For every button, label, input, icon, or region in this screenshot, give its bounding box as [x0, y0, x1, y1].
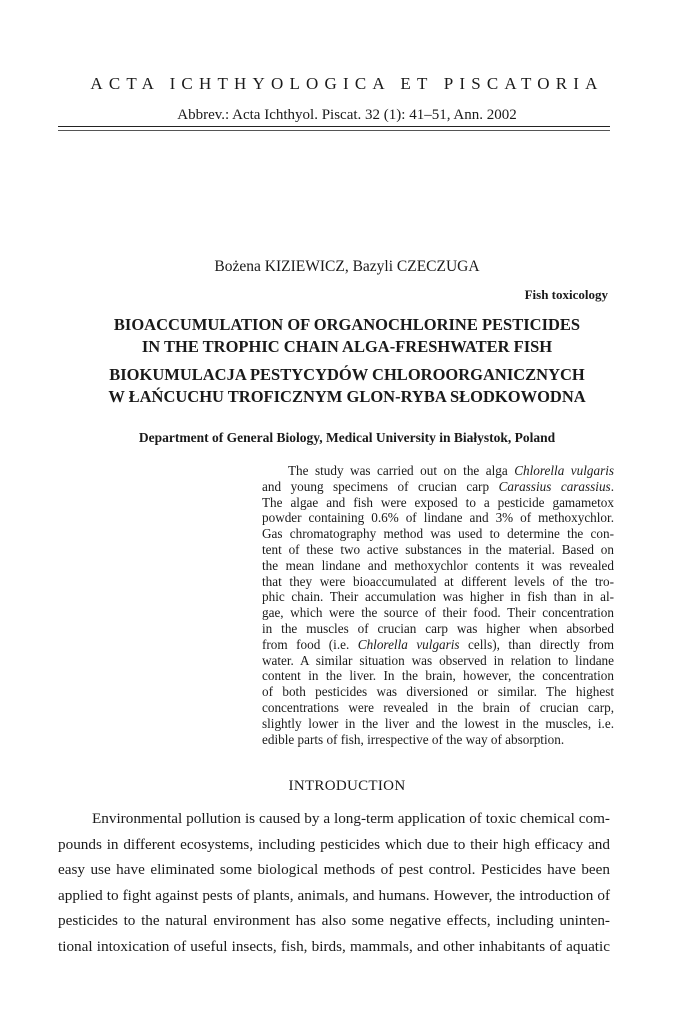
abstract-text: concentrations were revealed in the brain of crucian carp,: [262, 699, 614, 715]
abstract-text: content in the liver. In the brain, however, the concentration: [262, 668, 614, 684]
abstract-line: [262, 542, 614, 558]
abstract-line: [262, 463, 614, 479]
abstract-line: [262, 700, 614, 716]
introduction-line: tional intoxication of useful insects, fish, birds, mammals, and other inhabitants of aquatic: [58, 937, 610, 955]
abstract-text: powder containing 0.6% of lindane and 3% of methoxychlor.: [262, 510, 614, 526]
abstract-line: [262, 653, 614, 669]
introduction-heading: INTRODUCTION: [288, 778, 406, 794]
abstract-text: and young specimens of crucian carp: [262, 478, 499, 494]
abstract-text: The algae and fish were exposed to a pesticide gamametox: [262, 494, 614, 510]
abstract-text: edible parts of fish, irrespective of the way of absorption.: [262, 731, 565, 747]
abstract-text: gae, which were the source of their food. Their concentration: [262, 605, 614, 621]
abstract-italic-text: Chlorella vulgaris: [514, 463, 614, 478]
abstract-line: [262, 574, 614, 590]
abstract-line: [262, 621, 614, 637]
abstract-line: [262, 495, 614, 511]
abstract-text: that they were bioaccumulated at different levels of the tro-: [262, 573, 614, 589]
title-en-line: IN THE TROPHIC CHAIN ALGA-FRESHWATER FISH: [141, 337, 553, 356]
abstract-text: Gas chromatography method was used to determine the con-: [262, 526, 614, 542]
journal-abbreviation: Abbrev.: Acta Ichthyol. Piscat. 32 (1): 41–51, Ann. 2002: [177, 107, 517, 123]
title-en-line: BIOACCUMULATION OF ORGANOCHLORINE PESTICIDES: [113, 315, 581, 334]
abstract-line: [262, 668, 614, 684]
abstract-line: [262, 605, 614, 621]
introduction-line: Environmental pollution is caused by a long-term application of toxic chemical com-: [92, 810, 610, 827]
abstract-text: of both pesticides was diversioned or similar. The highest: [262, 684, 614, 700]
introduction-body: [58, 806, 610, 960]
abstract-text: tent of these two active substances in the material. Based on: [262, 541, 614, 557]
abstract-line: [262, 732, 614, 748]
abstract-line: [262, 526, 614, 542]
introduction-line: pounds in different ecosystems, including pesticides which due to their high efficacy and: [58, 835, 610, 853]
introduction-line: applied to fight against pests of plants, animals, and humans. However, the introduction of: [58, 886, 610, 904]
abstract-line: [262, 558, 614, 574]
abstract-text: in the muscles of crucian carp was higher when absorbed: [262, 620, 614, 636]
abstract-text: slightly lower in the liver and the lowest in the muscles, i.e.: [262, 715, 614, 731]
abstract-line: [262, 589, 614, 605]
introduction-line: pesticides to the natural environment has also some negative effects, including uninten-: [58, 912, 610, 930]
authors: Bożena KIZIEWICZ, Bazyli CZECZUGA: [214, 258, 480, 275]
abstract-text: phic chain. Their accumulation was higher in fish than in al-: [262, 589, 614, 605]
section-tag: Fish toxicology: [524, 287, 608, 302]
abstract-italic-text: Chlorella vulgaris: [357, 636, 460, 652]
header-rule-thin: [58, 130, 610, 131]
abstract-line: [262, 510, 614, 526]
title-pl-line: BIOKUMULACJA PESTYCYDÓW CHLOROORGANICZNYCH: [109, 365, 585, 384]
abstract-text: the mean lindane and methoxychlor contents it was revealed: [262, 557, 614, 573]
abstract: [262, 463, 614, 747]
abstract-line: [262, 684, 614, 700]
introduction-line: easy use have eliminated some biological methods of pest control. Pesticides have been: [58, 861, 610, 879]
abstract-line: [262, 637, 614, 653]
header-rule-thick: [58, 126, 610, 127]
abstract-text: .: [610, 478, 614, 494]
abstract-text: water. A similar situation was observed in relation to lindane: [262, 652, 614, 668]
abstract-text: cells), than directly from: [459, 636, 614, 652]
abstract-text: The study was carried out on the alga: [288, 463, 515, 478]
abstract-italic-text: Carassius carassius: [498, 478, 611, 494]
title-pl-line: W ŁAŃCUCHU TROFICZNYM GLON-RYBA SŁODKOWODNA: [108, 387, 586, 406]
abstract-line: [262, 716, 614, 732]
affiliation: Department of General Biology, Medical University in Białystok, Poland: [138, 430, 556, 445]
journal-title: ACTA ICHTHYOLOGICA ET PISCATORIA: [90, 74, 604, 93]
abstract-text: from food (i.e.: [262, 636, 358, 652]
abstract-line: [262, 479, 614, 495]
